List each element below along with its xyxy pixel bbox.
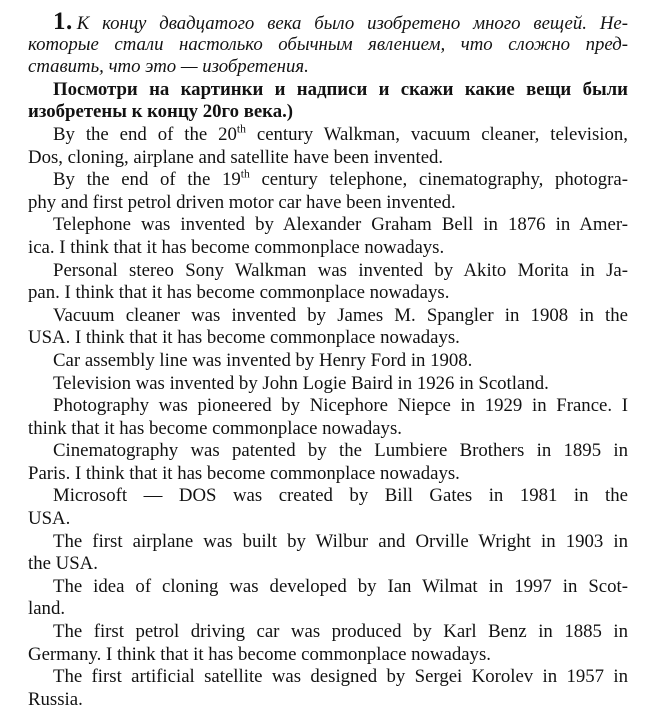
text-line: think that it has become commonplace nowadays. bbox=[28, 417, 402, 439]
paragraph bbox=[28, 485, 628, 530]
text-line: USA. I think that it has become commonplace nowadays. bbox=[28, 327, 460, 349]
text-line: Vacuum cleaner was invented by James M. Spangler in 1908 in the bbox=[53, 304, 628, 326]
document-body bbox=[28, 11, 628, 711]
text-line: the USA. bbox=[28, 553, 98, 575]
text-line: Посмотри на картинки и надписи и скажи какие вещи были bbox=[53, 78, 628, 100]
paragraph bbox=[28, 305, 628, 350]
text-line: Photography was pioneered by Nicephore Niepce in 1929 in France. I bbox=[53, 395, 628, 417]
exercise-number: 1. bbox=[53, 11, 73, 34]
text-line: Personal stereo Sony Walkman was invented by Akito Morita in Ja- bbox=[53, 259, 628, 281]
text-line: The first airplane was built by Wilbur and Orville Wright in 1903 in bbox=[53, 530, 628, 552]
paragraph bbox=[28, 214, 628, 259]
paragraph bbox=[28, 11, 628, 79]
ordinal-superscript: th bbox=[240, 169, 250, 181]
text-line: The first petrol driving car was produced by Karl Benz in 1885 in bbox=[53, 621, 628, 643]
text-line: By the end of the 19th century telephone, cinematography, photogra- bbox=[53, 169, 628, 191]
paragraph bbox=[28, 350, 628, 373]
text-line: изобретены к концу 20го века.) bbox=[28, 101, 294, 123]
text-line: Microsoft — DOS was created by Bill Gates in 1981 in the bbox=[53, 485, 628, 507]
paragraph bbox=[28, 395, 628, 440]
text-line: Russia. bbox=[28, 688, 83, 710]
text-line: Dos, cloning, airplane and satellite have been invented. bbox=[28, 146, 444, 168]
paragraph bbox=[28, 124, 628, 169]
paragraph bbox=[28, 79, 628, 124]
paragraph bbox=[28, 531, 628, 576]
text-line: Car assembly line was invented by Henry Ford in 1908. bbox=[53, 349, 473, 371]
text-line: Germany. I think that it has become commonplace nowadays. bbox=[28, 643, 491, 665]
text-line: ставить, что это — изобретения. bbox=[28, 56, 309, 78]
text-line: 1. К концу двадцатого века было изобретено много вещей. Не- bbox=[28, 11, 628, 34]
text-line: land. bbox=[28, 598, 66, 620]
text-line: USA. bbox=[28, 508, 71, 530]
text-line: Paris. I think that it has become commonplace nowadays. bbox=[28, 462, 460, 484]
text-line: которые стали настолько обычным явлением, что сложно пред- bbox=[28, 33, 628, 55]
text-line: By the end of the 20th century Walkman, vacuum cleaner, television, bbox=[53, 123, 628, 145]
paragraph bbox=[28, 373, 628, 396]
text-line: phy and first petrol driven motor car have been invented. bbox=[28, 191, 456, 213]
text-line: The first artificial satellite was designed by Sergei Korolev in 1957 in bbox=[53, 666, 628, 688]
paragraph bbox=[28, 260, 628, 305]
text-line: ica. I think that it has become commonplace nowadays. bbox=[28, 236, 445, 258]
text-line: Television was invented by John Logie Baird in 1926 in Scotland. bbox=[53, 372, 549, 394]
text-line: Cinematography was patented by the Lumbiere Brothers in 1895 in bbox=[53, 440, 628, 462]
paragraph bbox=[28, 440, 628, 485]
paragraph bbox=[28, 169, 628, 214]
ordinal-superscript: th bbox=[236, 123, 246, 136]
text-line: Telephone was invented by Alexander Graham Bell in 1876 in Amer- bbox=[53, 214, 628, 236]
text-line: pan. I think that it has become commonplace nowadays. bbox=[28, 282, 450, 304]
paragraph bbox=[28, 576, 628, 621]
paragraph bbox=[28, 666, 628, 711]
text-line: The idea of cloning was developed by Ian Wilmat in 1997 in Scot- bbox=[53, 575, 628, 597]
paragraph bbox=[28, 621, 628, 666]
